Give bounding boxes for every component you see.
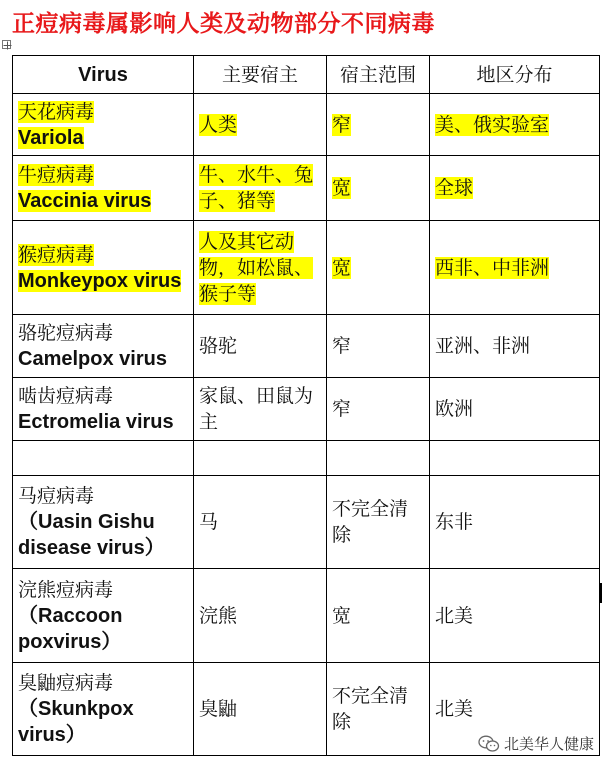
virus-en: Monkeypox virus <box>18 269 182 292</box>
range-text: 宽 <box>332 177 352 199</box>
virus-zh: 啮齿痘病毒 <box>18 385 114 407</box>
range-text: 宽 <box>332 256 352 279</box>
host-text: 家鼠、田鼠为主 <box>199 385 314 433</box>
range-text: 不完全清除 <box>332 498 409 546</box>
host-text: 浣熊 <box>199 604 238 627</box>
virus-cell <box>13 569 194 663</box>
virus-en: Vaccinia virus <box>18 190 152 212</box>
virus-cell <box>13 221 194 315</box>
page-title: 正痘病毒属影响人类及动物部分不同病毒 <box>12 11 435 37</box>
host-cell <box>194 315 327 378</box>
range-cell <box>327 441 430 476</box>
virus-table <box>12 55 600 756</box>
header-host: 主要宿主 <box>194 56 327 94</box>
header-virus: Virus <box>13 56 194 94</box>
range-text: 窄 <box>332 113 352 136</box>
virus-en: （Skunkpox virus） <box>18 698 134 746</box>
host-text: 骆驼 <box>199 335 238 357</box>
host-cell <box>194 221 327 315</box>
host-cell <box>194 476 327 569</box>
region-cell <box>430 315 600 378</box>
virus-zh: 猴痘病毒 <box>18 243 95 266</box>
range-cell <box>327 663 430 756</box>
virus-en: （Raccoon poxvirus） <box>18 604 123 653</box>
range-text: 窄 <box>332 335 352 357</box>
host-text: 牛、水牛、兔子、猪等 <box>199 164 314 212</box>
virus-cell <box>13 315 194 378</box>
wechat-icon <box>478 735 500 753</box>
virus-zh: 浣熊痘病毒 <box>18 578 114 601</box>
host-text: 人类 <box>199 113 238 136</box>
range-cell <box>327 156 430 221</box>
virus-cell <box>13 156 194 221</box>
table-row <box>13 221 600 315</box>
virus-cell <box>13 476 194 569</box>
virus-zh: 臭鼬痘病毒 <box>18 672 114 694</box>
table-row <box>13 94 600 156</box>
region-cell <box>430 569 600 663</box>
host-cell <box>194 569 327 663</box>
virus-cell <box>13 441 194 476</box>
range-cell <box>327 378 430 441</box>
table-row-empty <box>13 441 600 476</box>
table-move-handle-icon[interactable] <box>2 40 11 49</box>
region-text: 东非 <box>435 511 474 533</box>
virus-en: （Uasin Gishu disease virus） <box>18 511 165 559</box>
virus-zh: 骆驼痘病毒 <box>18 322 114 344</box>
host-text: 马 <box>199 511 219 533</box>
region-cell <box>430 476 600 569</box>
host-text: 臭鼬 <box>199 698 238 720</box>
host-cell <box>194 441 327 476</box>
region-cell <box>430 94 600 156</box>
range-cell <box>327 221 430 315</box>
header-host-range: 宿主范围 <box>327 56 430 94</box>
host-cell <box>194 156 327 221</box>
virus-en: Variola <box>18 126 84 149</box>
virus-cell <box>13 94 194 156</box>
host-cell <box>194 378 327 441</box>
watermark-text: 北美华人健康 <box>503 735 594 753</box>
host-cell <box>194 94 327 156</box>
region-text: 北美 <box>435 698 474 720</box>
region-text: 欧洲 <box>435 398 474 420</box>
region-text: 西非、中非洲 <box>435 256 550 279</box>
region-text: 美、俄实验室 <box>435 113 550 136</box>
range-text: 不完全清除 <box>332 685 409 733</box>
region-text: 北美 <box>435 604 474 627</box>
virus-zh: 马痘病毒 <box>18 485 95 507</box>
watermark <box>478 733 594 754</box>
cursor-bar <box>600 583 602 603</box>
table-row <box>13 378 600 441</box>
region-cell <box>430 221 600 315</box>
host-cell <box>194 663 327 756</box>
region-cell <box>430 156 600 221</box>
virus-cell <box>13 663 194 756</box>
table-row <box>13 476 600 569</box>
virus-cell <box>13 378 194 441</box>
table-row <box>13 156 600 221</box>
virus-en: Camelpox virus <box>18 348 167 370</box>
region-text: 亚洲、非洲 <box>435 335 531 357</box>
range-cell <box>327 315 430 378</box>
range-cell <box>327 569 430 663</box>
range-cell <box>327 476 430 569</box>
virus-en: Ectromelia virus <box>18 411 174 433</box>
region-cell <box>430 378 600 441</box>
host-text: 人及其它动物，如松鼠、猴子等 <box>199 230 314 305</box>
header-region: 地区分布 <box>430 56 600 94</box>
table-row <box>13 569 600 663</box>
range-text: 宽 <box>332 604 352 627</box>
range-text: 窄 <box>332 398 352 420</box>
region-cell <box>430 441 600 476</box>
region-text: 全球 <box>435 177 474 199</box>
virus-zh: 牛痘病毒 <box>18 164 95 186</box>
virus-zh: 天花病毒 <box>18 100 95 123</box>
range-cell <box>327 94 430 156</box>
table-row <box>13 315 600 378</box>
table-header-row <box>13 56 600 94</box>
